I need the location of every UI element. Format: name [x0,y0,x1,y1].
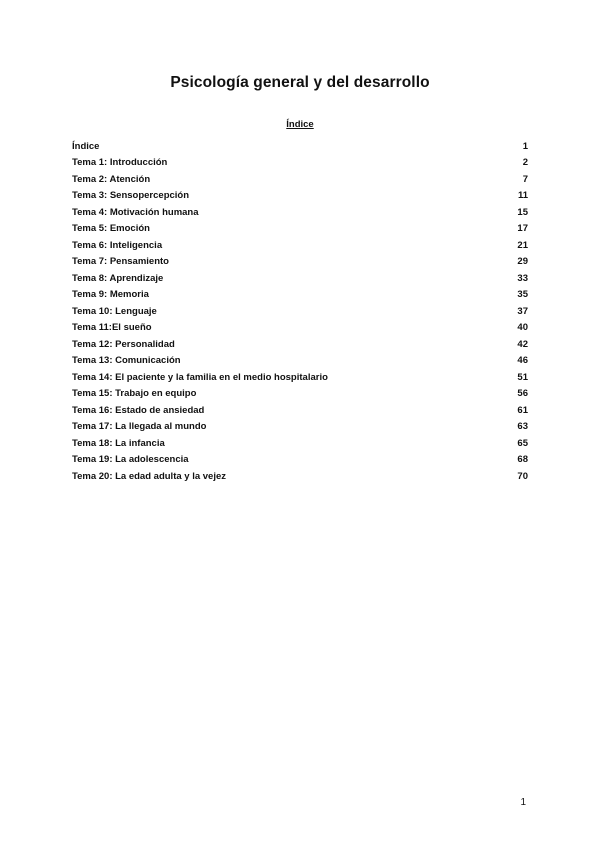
toc-entry-label: Tema 13: Comunicación [72,355,181,367]
toc-entry-page: 35 [517,289,528,301]
toc-entry-page: 15 [517,206,528,218]
toc-entry[interactable] [72,402,528,419]
toc-entry[interactable] [72,468,528,485]
toc-entry-label: Tema 6: Inteligencia [72,239,163,251]
toc-entry-label: Tema 20: La edad adulta y la vejez [72,470,226,482]
toc-entry-page: 33 [517,272,528,284]
toc-entry[interactable] [72,254,528,271]
toc-list [72,138,528,485]
toc-entry-page: 61 [517,404,528,416]
toc-entry-label: Tema 16: Estado de ansiedad [72,404,205,416]
toc-entry[interactable] [72,336,528,353]
toc-entry-page: 2 [522,157,528,169]
toc-entry-label: Tema 7: Pensamiento [72,256,169,268]
toc-entry-label: Tema 1: Introducción [72,157,168,169]
toc-entry-label: Tema 14: El paciente y la familia en el medio hospitalario [72,371,328,383]
document-title: Psicología general y del desarrollo [170,74,430,91]
toc-entry-page: 1 [522,140,528,152]
toc-entry-page: 56 [517,388,528,400]
toc-entry-label: Tema 12: Personalidad [72,338,175,350]
toc-entry-label: Tema 19: La adolescencia [72,454,189,466]
toc-entry-label: Tema 15: Trabajo en equipo [72,388,197,400]
toc-entry-page: 65 [517,437,528,449]
toc-entry[interactable] [72,369,528,386]
toc-entry[interactable] [72,353,528,370]
toc-entry[interactable] [72,138,528,155]
toc-entry[interactable] [72,237,528,254]
toc-entry[interactable] [72,171,528,188]
toc-entry[interactable] [72,303,528,320]
toc-entry[interactable] [72,204,528,221]
toc-entry-page: 21 [517,239,528,251]
toc-entry-label: Tema 10: Lenguaje [72,305,157,317]
toc-entry-label: Tema 18: La infancia [72,437,165,449]
toc-entry-label: Tema 17: La llegada al mundo [72,421,207,433]
toc-entry-label: Tema 3: Sensopercepción [72,190,190,202]
toc-entry-page: 17 [517,223,528,235]
toc-entry[interactable] [72,320,528,337]
toc-heading: Índice [286,119,314,130]
toc-entry[interactable] [72,287,528,304]
toc-entry[interactable] [72,221,528,238]
page-number: 1 [520,797,526,808]
toc-entry-page: 46 [517,355,528,367]
toc-entry-page: 68 [517,454,528,466]
toc-entry[interactable] [72,452,528,469]
toc-entry-page: 63 [517,421,528,433]
toc-entry-page: 11 [517,190,528,202]
toc-entry[interactable] [72,188,528,205]
toc-entry-label: Tema 8: Aprendizaje [72,272,164,284]
toc-entry-page: 51 [517,371,528,383]
toc-entry-page: 42 [517,338,528,350]
toc-entry[interactable] [72,270,528,287]
toc-entry-page: 29 [517,256,528,268]
toc-entry-page: 70 [517,470,528,482]
toc-entry-page: 40 [517,322,528,334]
toc-entry[interactable] [72,435,528,452]
toc-entry-label: Índice [72,140,100,152]
toc-entry-label: Tema 4: Motivación humana [72,206,199,218]
toc-entry[interactable] [72,155,528,172]
toc-entry-page: 7 [522,173,528,185]
toc-entry-label: Tema 2: Atención [72,173,151,185]
toc-entry-label: Tema 11:El sueño [72,322,152,334]
toc-entry-page: 37 [517,305,528,317]
toc-entry-label: Tema 5: Emoción [72,223,150,235]
toc-entry[interactable] [72,386,528,403]
toc-entry-label: Tema 9: Memoria [72,289,149,301]
toc-entry[interactable] [72,419,528,436]
